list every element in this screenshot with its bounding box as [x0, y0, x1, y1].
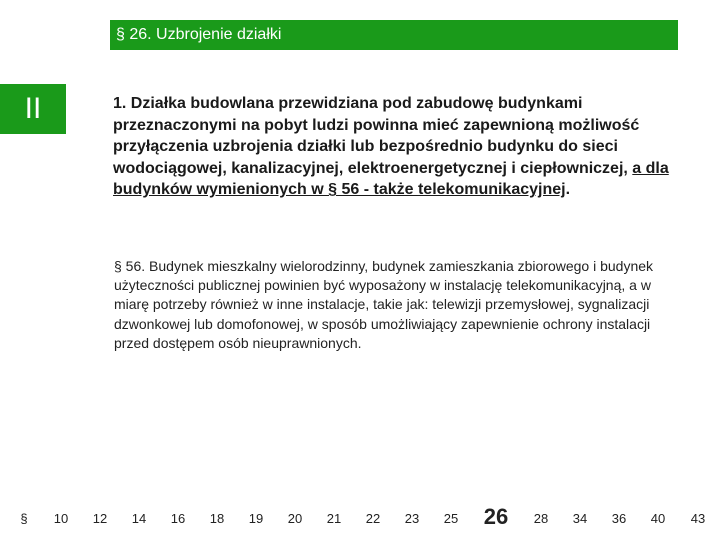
nav-item[interactable]: 16 — [170, 511, 186, 526]
nav-item[interactable]: 21 — [326, 511, 342, 526]
nav-item[interactable]: 40 — [650, 511, 666, 526]
nav-item[interactable]: 14 — [131, 511, 147, 526]
main-paragraph-end: . — [565, 181, 571, 198]
nav-item[interactable]: 22 — [365, 511, 381, 526]
referenced-article — [114, 257, 674, 353]
nav-item[interactable]: 19 — [248, 511, 264, 526]
nav-item[interactable]: 23 — [404, 511, 420, 526]
nav-item[interactable]: 36 — [611, 511, 627, 526]
nav-item[interactable]: 34 — [572, 511, 588, 526]
nav-item[interactable]: 18 — [209, 511, 225, 526]
section-title-bar — [110, 20, 678, 50]
section-title: § 26. Uzbrojenie działki — [116, 26, 282, 43]
nav-item[interactable]: 28 — [533, 511, 549, 526]
main-paragraph-text: 1. Działka budowlana przewidziana pod zabudowę budynkami przeznaczonymi na pobyt ludzi powinna mieć zapewnioną możliwość przyłączenia uzbrojenia działki lub bezpośrednio budynku do sieci wodociągowej, kanalizacyjnej, elektroenergetycznej i ciepłowniczej, — [113, 95, 640, 177]
nav-item-current[interactable]: 26 — [483, 504, 509, 529]
nav-item[interactable]: 12 — [92, 511, 108, 526]
main-paragraph — [113, 93, 683, 201]
page-navigation — [0, 500, 720, 536]
nav-item[interactable]: 43 — [690, 511, 706, 526]
nav-item[interactable]: 25 — [443, 511, 459, 526]
nav-item[interactable]: 10 — [53, 511, 69, 526]
nav-item[interactable]: 20 — [287, 511, 303, 526]
nav-item[interactable]: § — [20, 511, 28, 526]
referenced-article-text: § 56. Budynek mieszkalny wielorodzinny, budynek zamieszkania zbiorowego i budynek użyteczności publicznej powinien być wyposażony w instalację telekomunikacyjną, a w miarę potrzeby również w inne instalacje, takie jak: telewizji przemysłowej, sygnalizacji dzwonkowej lub domofonowej, w sposób umożliwiający zapewnienie ochrony instalacji przed dostępem osób nieuprawnionych. — [114, 258, 654, 351]
section-badge — [0, 84, 66, 134]
section-badge-label: II — [24, 92, 42, 125]
reference-link[interactable]: a dla budynków wymienionych w § 56 - także telekomunikacyjnej — [113, 159, 669, 198]
